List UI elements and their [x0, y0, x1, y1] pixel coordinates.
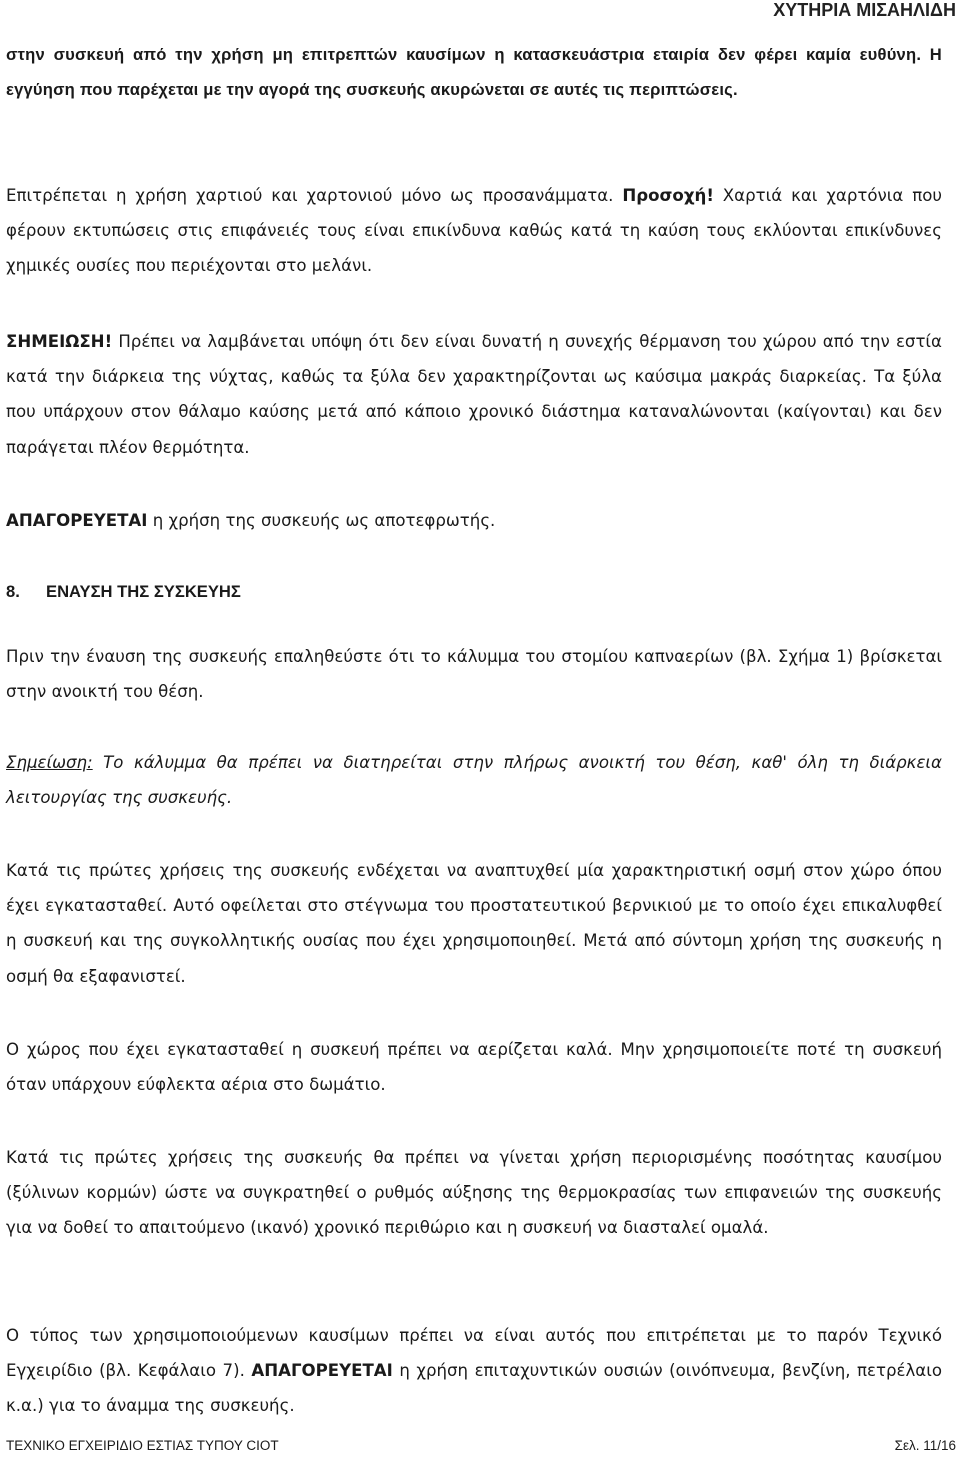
paragraph-smell: Κατά τις πρώτες χρήσεις της συσκευής ενδέχεται να αναπτυχθεί μία χαρακτηριστική οσμή στον χώρο όπου έχει εγκατασταθεί. Αυτό οφείλεται στο στέγνωμα του προστατευτικού βερνικιού με το οποίο έχει επικαλυφθεί η συσκευή και της συγκολλητικής ουσίας που έχει χρησιμοποιηθεί. Μετά από σύντομη χρήση της συσκευής η οσμή θα εξαφανιστεί. — [6, 861, 942, 986]
paragraph-cover-note — [6, 745, 942, 815]
cover-note-text: Το κάλυμμα θα πρέπει να διατηρείται στην πλήρως ανοικτή του θέση, καθ' όλη τη διάρκεια λειτουργίας της συσκευής. — [6, 753, 942, 808]
footer-manual-title: ΤΕΧΝΙΚΟ ΕΓΧΕΙΡΙΔΙΟ ΕΣΤΙΑΣ ΤΥΠΟΥ CIOT — [6, 1438, 279, 1453]
page-header-title: ΧΥΤΗΡΙΑ ΜΙΣΑΗΛΙΔΗ — [773, 0, 956, 20]
section-heading — [6, 577, 241, 607]
paper-text-2: Χαρτιά και χαρτόνια που φέρουν εκτυπώσεις στις επιφάνειές τους είναι επικίνδυνα καθώς κατά τη καύση τους εκλύονται επικίνδυνες χημικές ουσίες που περιέχονται στο μελάνι. — [6, 186, 942, 276]
paper-text-1: Επιτρέπεται η χρήση χαρτιού και χαρτονιού μόνο ως προσανάμματα. — [6, 186, 623, 205]
note-label: ΣΗΜΕΙΩΣΗ! — [6, 332, 113, 351]
forbidden-text: η χρήση της συσκευής ως αποτεφρωτής. — [147, 511, 496, 530]
fuel-text-2: η χρήση επιταχυντικών ουσιών (οινόπνευμα, βενζίνη, πετρέλαιο κ.α.) για το άναμμα της συσκευής. — [6, 1361, 942, 1416]
section-number: 8. — [6, 582, 20, 601]
forbidden-label: ΑΠΑΓΟΡΕΥΕΤΑΙ — [6, 511, 148, 530]
paper-warning-label: Προσοχή! — [622, 186, 714, 205]
paragraph-paper-kindling — [6, 178, 942, 284]
section-title: ΕΝΑΥΣΗ ΤΗΣ ΣΥΣΚΕΥΗΣ — [46, 582, 241, 601]
page-footer — [6, 1437, 956, 1455]
fuel-forbidden-label: ΑΠΑΓΟΡΕΥΕΤΑΙ — [251, 1361, 393, 1381]
paragraph-warranty: στην συσκευή από την χρήση μη επιτρεπτών καυσίμων η κατασκευάστρια εταιρία δεν φέρει καμία ευθύνη. Η εγγύηση που παρέχεται με την αγορά της συσκευής ακυρώνεται σε αυτές τις περιπτώσεις. — [6, 45, 942, 100]
paragraph-forbidden-incinerator — [6, 503, 942, 538]
paragraph-ignition: Πριν την έναυση της συσκευής επαληθεύστε ότι το κάλυμμα του στομίου καπναερίων (βλ. Σχήμα 1) βρίσκεται στην ανοικτή του θέση. — [6, 647, 942, 702]
fuel-text-1: Ο τύπος των χρησιμοποιούμενων καυσίμων πρέπει να είναι αυτός που επιτρέπεται με το παρόν Τεχνικό Εγχειρίδιο (βλ. Κεφάλαιο 7). — [6, 1326, 942, 1381]
paragraph-fuel — [6, 1318, 942, 1424]
paragraph-ventilation: Ο χώρος που έχει εγκατασταθεί η συσκευή πρέπει να αερίζεται καλά. Μην χρησιμοποιείτε ποτέ τη συσκευή όταν υπάρχουν εύφλεκτα αέρια στο δωμάτιο. — [6, 1040, 942, 1095]
footer-page-number: Σελ. 11/16 — [894, 1438, 956, 1453]
paragraph-note — [6, 324, 942, 465]
cover-note-label: Σημείωση: — [6, 753, 93, 772]
paragraph-first-use: Κατά τις πρώτες χρήσεις της συσκευής θα πρέπει να γίνεται χρήση περιορισμένης ποσότητας καυσίμου (ξύλινων κορμών) ώστε να συγκρατηθεί ο ρυθμός αύξησης της θερμοκρασίας των επιφανειών της συσκευής για να δοθεί το απαιτούμενο (ικανό) χρονικό περιθώριο και η συσκευή να διασταλεί ομαλά. — [6, 1148, 942, 1238]
note-text: Πρέπει να λαμβάνεται υπόψη ότι δεν είναι δυνατή η συνεχής θέρμανση του χώρου από την εστία κατά την διάρκεια της νύχτας, καθώς τα ξύλα δεν χαρακτηρίζονται ως καύσιμα μακράς διαρκείας. Τα ξύλα που υπάρχουν στον θάλαμο καύσης μετά από κάποιο χρονικό διάστημα καταναλώνονται (καίγονται) και δεν παράγεται πλέον θερμότητα. — [6, 332, 942, 457]
